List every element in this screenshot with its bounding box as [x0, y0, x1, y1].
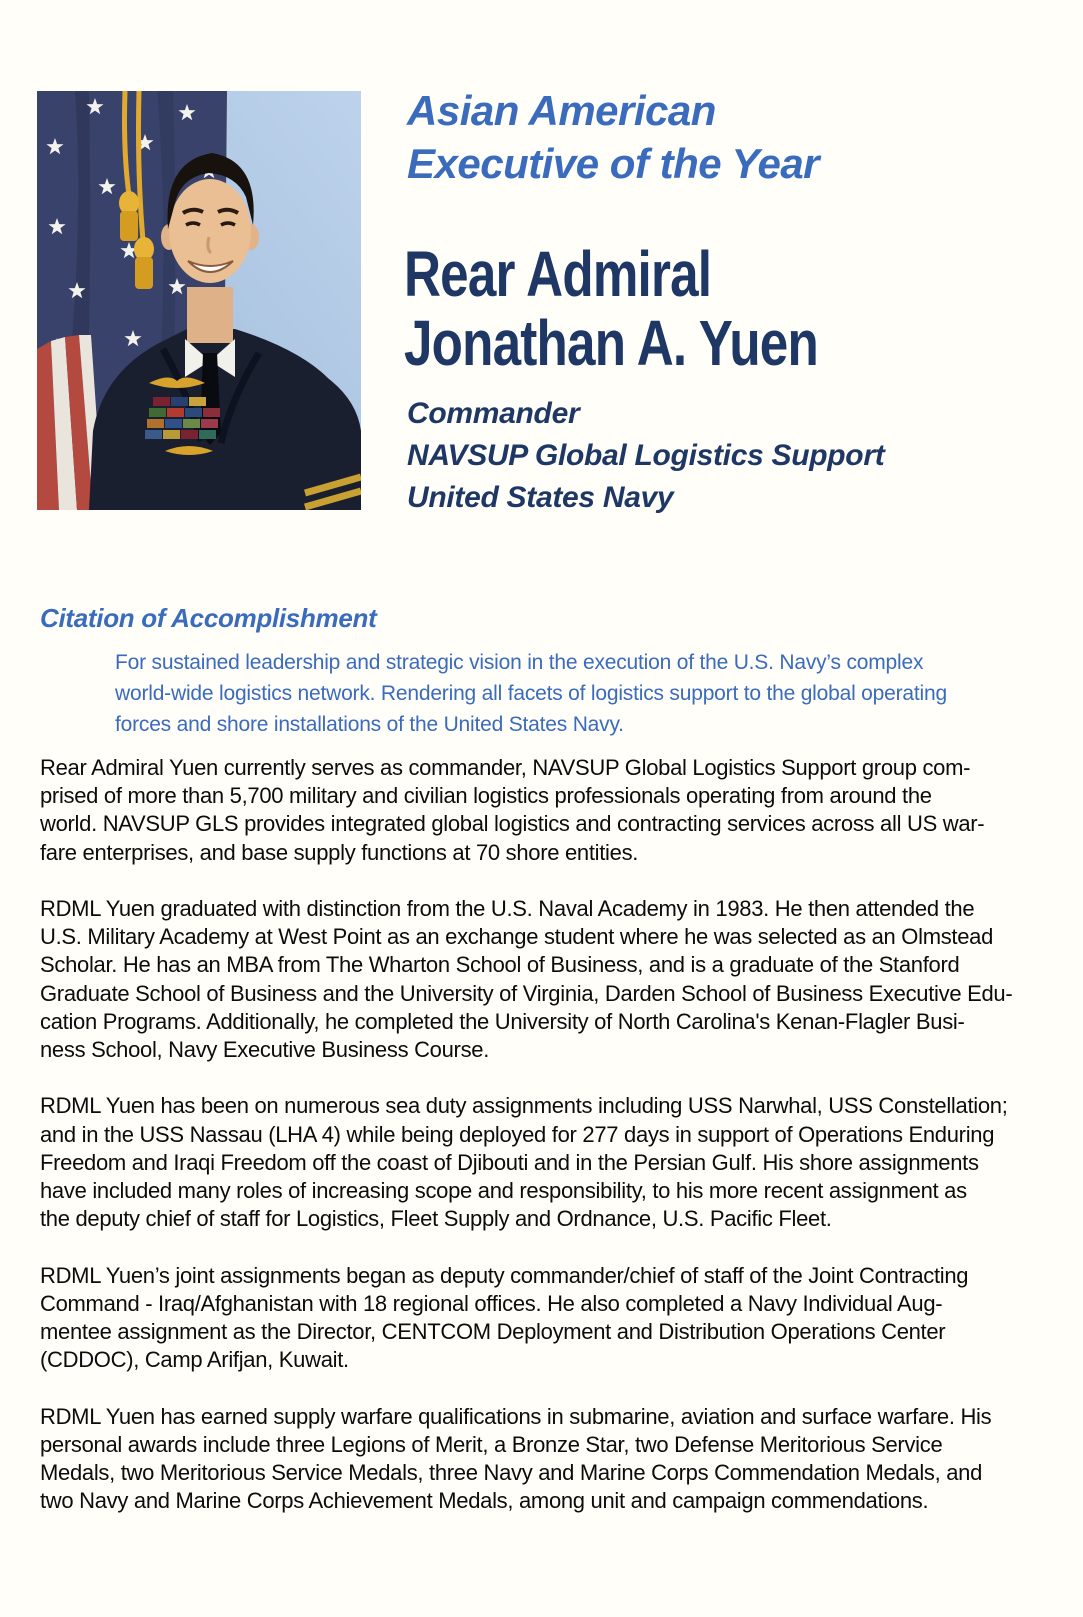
bio-paragraph — [40, 754, 1050, 867]
role-service: United States Navy — [407, 481, 674, 514]
bio-line: and in the USS Nassau (LHA 4) while being deployed for 277 days in support of Operations Enduring — [40, 1121, 995, 1147]
bio-line: personal awards include three Legions of Merit, a Bronze Star, two Defense Meritorious Service — [40, 1431, 943, 1457]
bio-line: cation Programs. Additionally, he completed the University of North Carolina's Kenan-Flagler Busi- — [40, 1008, 965, 1034]
bio-line: Medals, two Meritorious Service Medals, three Navy and Marine Corps Commendation Medals, and — [40, 1460, 983, 1486]
bio-paragraph — [40, 1403, 1050, 1516]
biography — [40, 754, 1050, 1544]
bio-line: RDML Yuen has earned supply warfare qualifications in submarine, aviation and surface warfare. His — [40, 1403, 992, 1429]
honoree-name — [404, 240, 921, 378]
role-command: NAVSUP Global Logistics Support — [407, 439, 885, 472]
bio-paragraph — [40, 895, 1050, 1064]
bio-line: Rear Admiral Yuen currently serves as commander, NAVSUP Global Logistics Support group com- — [40, 755, 971, 780]
citation-body — [115, 647, 947, 740]
role-title: Commander — [407, 397, 580, 430]
bio-line: the deputy chief of staff for Logistics, Fleet Supply and Ordnance, U.S. Pacific Fleet. — [40, 1206, 832, 1232]
bio-line: world. NAVSUP GLS provides integrated global logistics and contracting services across all US war- — [40, 811, 985, 837]
citation-heading: Citation of Accomplishment — [40, 603, 377, 633]
bio-line: Command - Iraq/Afghanistan with 18 regional offices. He also completed a Navy Individual Aug- — [40, 1290, 943, 1316]
bio-line: (CDDOC), Camp Arifjan, Kuwait. — [40, 1347, 349, 1373]
citation-line: forces and shore installations of the United States Navy. — [115, 713, 624, 736]
portrait-photo — [37, 91, 361, 510]
bio-line: Graduate School of Business and the University of Virginia, Darden School of Business Executive Edu- — [40, 980, 1013, 1006]
bio-paragraph — [40, 1262, 1050, 1375]
bio-line: two Navy and Marine Corps Achievement Medals, among unit and campaign commendations. — [40, 1488, 929, 1514]
bio-line: RDML Yuen graduated with distinction from the U.S. Naval Academy in 1983. He then attended the — [40, 896, 975, 921]
honoree-name-line: Jonathan A. Yuen — [404, 307, 818, 379]
bio-line: Freedom and Iraqi Freedom off the coast of Djibouti and in the Persian Gulf. His shore assignments — [40, 1149, 979, 1175]
bio-line: mentee assignment as the Director, CENTCOM Deployment and Distribution Operations Center — [40, 1319, 946, 1345]
award-title-line: Executive of the Year — [407, 140, 820, 187]
portrait-photo-graphic — [37, 91, 361, 510]
bio-line: RDML Yuen has been on numerous sea duty assignments including USS Narwhal, USS Constellation; — [40, 1093, 1008, 1119]
bio-paragraph — [40, 1092, 1050, 1233]
bio-line: ness School, Navy Executive Business Course. — [40, 1037, 490, 1063]
citation-line: world-wide logistics network. Rendering all facets of logistics support to the global operating — [115, 682, 947, 705]
honoree-name-line: Rear Admiral — [404, 238, 712, 310]
award-title — [407, 84, 819, 190]
bio-line: U.S. Military Academy at West Point as an exchange student where he was selected as an Olmstead — [40, 924, 994, 950]
bio-line: prised of more than 5,700 military and civilian logistics professionals operating from around the — [40, 783, 932, 809]
bio-line: fare enterprises, and base supply functions at 70 shore entities. — [40, 839, 639, 865]
bio-line: have included many roles of increasing scope and responsibility, to his more recent assignment as — [40, 1178, 967, 1204]
honoree-role — [407, 393, 884, 519]
award-title-line: Asian American — [407, 87, 716, 134]
bio-line: Scholar. He has an MBA from The Wharton School of Business, and is a graduate of the Stanford — [40, 952, 960, 978]
citation-line: For sustained leadership and strategic vision in the execution of the U.S. Navy’s complex — [115, 651, 924, 674]
bio-line: RDML Yuen’s joint assignments began as deputy commander/chief of staff of the Joint Contracting — [40, 1262, 969, 1288]
